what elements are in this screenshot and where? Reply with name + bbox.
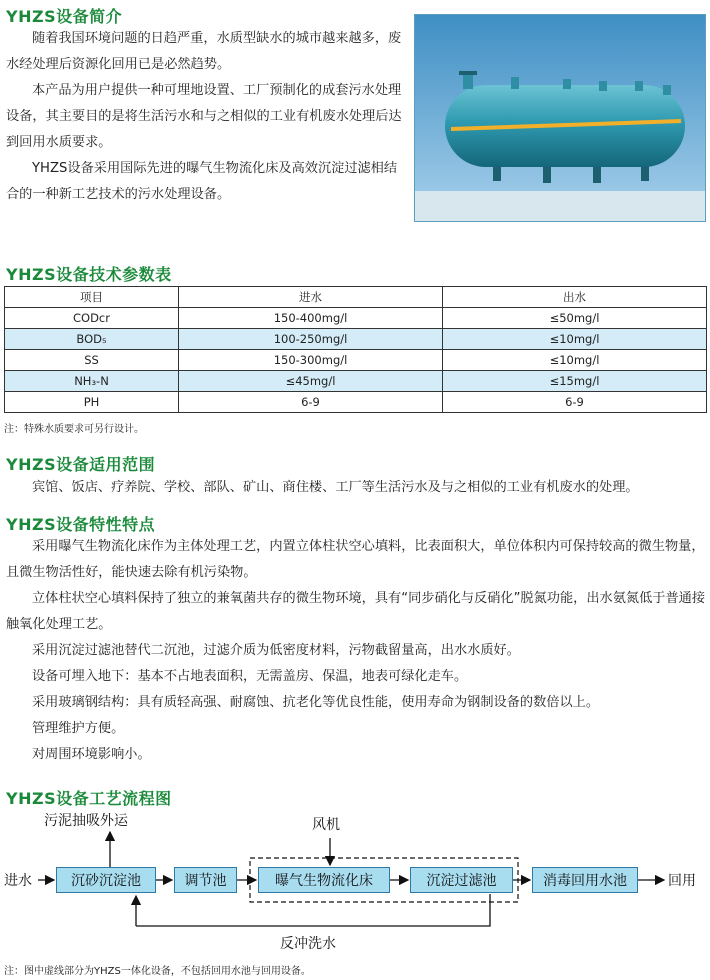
flow-box-settling-filter: 沉淀过滤池 [410,867,513,893]
flow-box-grit-settling: 沉砂沉淀池 [56,867,156,893]
table-row [5,371,707,392]
flow-heading: YHZS设备工艺流程图 [6,789,172,808]
flow-blower-label: 风机 [312,817,340,833]
features-heading: YHZS设备特性特点 [6,515,156,534]
cell-outflow: ≤15mg/l [443,371,707,392]
cell-inflow: 6-9 [179,392,443,413]
intro-paragraph: 随着我国环境问题的日趋严重，水质型缺水的城市越来越多，废水经处理后资源化回用已是必然趋势。 [6,31,402,72]
cell-outflow: ≤10mg/l [443,329,707,350]
flow-box-regulating-tank: 调节池 [174,867,237,893]
feature-paragraph: 采用曝气生物流化床作为主体处理工艺，内置立体柱状空心填料，比表面积大，单位体积内可保持较高的微生物量，且微生物活性好，能快速去除有机污染物。 [6,539,705,580]
feature-paragraph: 设备可埋入地下：基本不占地表面积，无需盖房、保温，地表可绿化走车。 [32,669,468,684]
scope-heading: YHZS设备适用范围 [6,455,156,474]
cell-item: BOD₅ [5,329,179,350]
scope-text: 宾馆、饭店、疗养院、学校、部队、矿山、商住楼、工厂等生活污水及与之相似的工业有机废水的处理。 [32,480,639,495]
flow-outlet-label: 回用 [668,873,696,889]
cell-item: CODcr [5,308,179,329]
cell-item: PH [5,392,179,413]
feature-paragraph: 立体柱状空心填料保持了独立的兼氧菌共存的微生物环境，具有“同步硝化与反硝化”脱氮功能，出水氨氮低于普通接触氧化处理工艺。 [6,591,706,632]
cell-outflow: ≤10mg/l [443,350,707,371]
flow-box-disinfection-reuse: 消毒回用水池 [532,867,638,893]
features-text [6,534,708,768]
table-row [5,329,707,350]
flow-backwash-label: 反冲洗水 [280,936,336,952]
header-outflow: 出水 [443,287,707,308]
flow-note: 注：图中虚线部分为YHZS一体化设备，不包括回用水池与回用设备。 [4,966,311,977]
feature-paragraph: 管理维护方便。 [32,721,125,736]
intro-heading: YHZS设备简介 [6,7,123,26]
cell-item: SS [5,350,179,371]
equipment-photo [414,14,706,222]
feature-paragraph: 对周围环境影响小。 [32,747,151,762]
intro-paragraph: 本产品为用户提供一种可埋地设置、工厂预制化的成套污水处理设备，其主要目的是将生活污水和与之相似的工业有机废水处理后达到回用水质要求。 [6,83,402,150]
flow-box-aeration-bed: 曝气生物流化床 [258,867,390,893]
table-header-row [5,287,707,308]
cell-inflow: 100-250mg/l [179,329,443,350]
feature-paragraph: 采用沉淀过滤池替代二沉池，过滤介质为低密度材料，污物截留量高，出水水质好。 [32,643,520,658]
intro-text [6,26,402,208]
cell-inflow: 150-400mg/l [179,308,443,329]
params-table [4,286,707,413]
flow-sludge-label: 污泥抽吸外运 [44,813,128,829]
table-row [5,392,707,413]
feature-paragraph: 采用玻璃钢结构：具有质轻高强、耐腐蚀、抗老化等优良性能，使用寿命为钢制设备的数倍以上。 [32,695,600,710]
tank-illustration [415,15,706,222]
params-note: 注：特殊水质要求可另行设计。 [4,424,144,435]
process-flow-diagram [0,808,710,958]
intro-paragraph: YHZS设备采用国际先进的曝气生物流化床及高效沉淀过滤相结合的一种新工艺技术的污水处理设备。 [6,161,398,202]
cell-outflow: ≤50mg/l [443,308,707,329]
params-heading: YHZS设备技术参数表 [6,265,172,284]
table-row [5,308,707,329]
header-inflow: 进水 [179,287,443,308]
cell-outflow: 6-9 [443,392,707,413]
table-row [5,350,707,371]
flow-inlet-label: 进水 [4,873,32,889]
cell-item: NH₃-N [5,371,179,392]
cell-inflow: ≤45mg/l [179,371,443,392]
cell-inflow: 150-300mg/l [179,350,443,371]
header-item: 项目 [5,287,179,308]
